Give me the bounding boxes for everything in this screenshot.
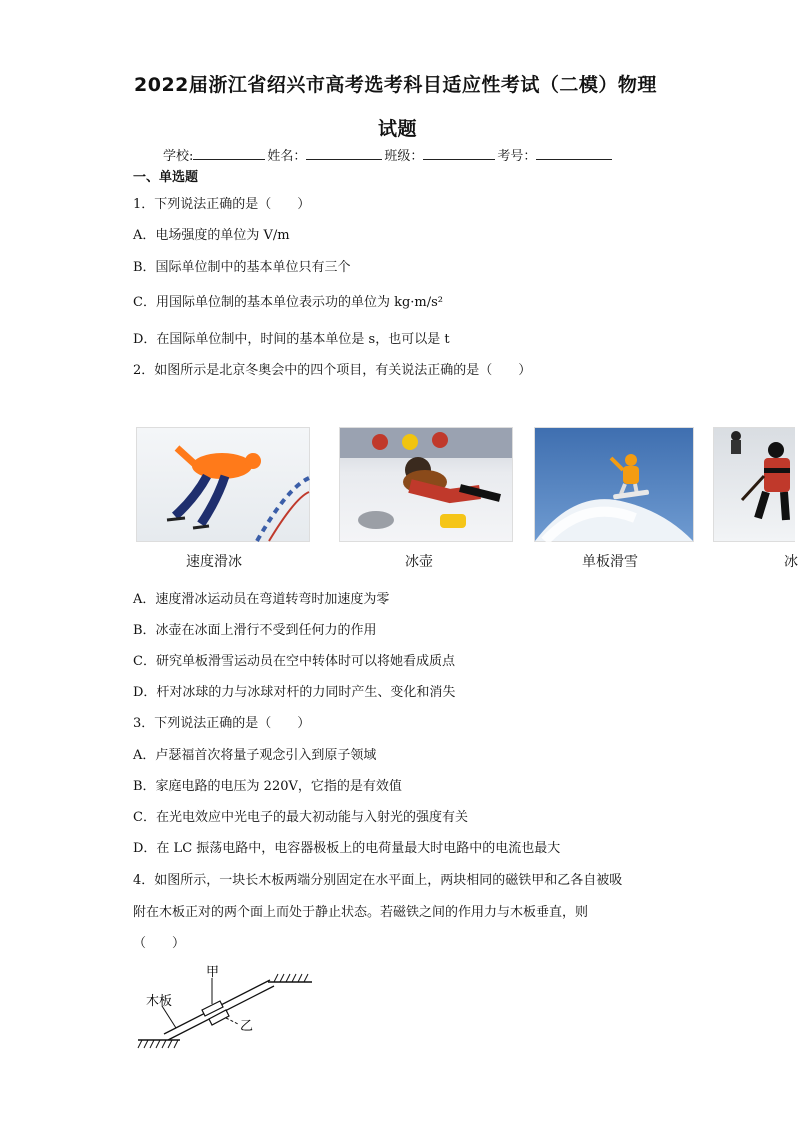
- name-label: 姓名：: [267, 149, 307, 164]
- student-info-row: [163, 145, 614, 164]
- section-heading: 一、单选题: [133, 170, 199, 185]
- school-label: 学校:: [163, 149, 194, 164]
- magnet-board-diagram: [134, 962, 334, 1062]
- ground-right-hatching: [274, 974, 308, 982]
- caption-ice-hockey: 冰: [784, 554, 798, 570]
- q3-option-d: D．在 LC 振荡电路中，电容器极板上的电荷量最大时电路中的电流也最大: [133, 841, 561, 856]
- q1-option-a: A．电场强度的单位为 V/m: [133, 228, 290, 243]
- q4-stem-line-3: （ ）: [133, 936, 186, 951]
- caption-speed-skating: 速度滑冰: [186, 554, 242, 570]
- title-line-2: 试题: [378, 118, 418, 140]
- title-line-1: 2022届浙江省绍兴市高考选考科目适应性考试（二模）物理: [134, 74, 657, 96]
- caption-curling: 冰壶: [405, 554, 433, 570]
- ground-left-hatching: [138, 1040, 178, 1048]
- q4-stem-line-2: 附在木板正对的两个面上而处于静止状态。若磁铁之间的作用力与木板垂直，则: [133, 905, 589, 920]
- ice-hockey-photo: [713, 427, 795, 542]
- q2-option-b: B．冰壶在冰面上滑行不受到任何力的作用: [133, 623, 377, 638]
- board-pointer: [162, 1006, 176, 1028]
- q2-option-d: D．杆对冰球的力与冰球对杆的力同时产生、变化和消失: [133, 685, 456, 700]
- q2-option-c: C．研究单板滑雪运动员在空中转体时可以将她看成质点: [133, 654, 455, 669]
- curling-photo: [339, 427, 513, 542]
- q2-option-a: A．速度滑冰运动员在弯道转弯时加速度为零: [133, 592, 390, 607]
- q3-option-c: C．在光电效应中光电子的最大初动能与入射光的强度有关: [133, 810, 468, 825]
- q3-option-b: B．家庭电路的电压为 220V，它指的是有效值: [133, 779, 402, 794]
- q2-stem: 2．如图所示是北京冬奥会中的四个项目，有关说法正确的是（ ）: [133, 363, 532, 378]
- class-blank[interactable]: [423, 146, 495, 160]
- q1-option-d: D．在国际单位制中，时间的基本单位是 s，也可以是 t: [133, 332, 450, 347]
- q4-stem-line-1: 4．如图所示，一块长木板两端分别固定在水平面上，两块相同的磁铁甲和乙各自被吸: [133, 873, 623, 888]
- q1-stem: 1．下列说法正确的是（ ）: [133, 197, 311, 212]
- label-board: 木板: [146, 994, 173, 1009]
- number-label: 考号：: [497, 149, 537, 164]
- caption-snowboard: 单板滑雪: [582, 554, 638, 570]
- yi-pointer: [226, 1018, 238, 1024]
- q1-option-b: B．国际单位制中的基本单位只有三个: [133, 260, 351, 275]
- name-blank[interactable]: [306, 146, 382, 160]
- number-blank[interactable]: [536, 146, 612, 160]
- snowboard-photo: [534, 427, 694, 542]
- q3-option-a: A．卢瑟福首次将量子观念引入到原子领域: [133, 748, 377, 763]
- school-blank[interactable]: [193, 146, 265, 160]
- q1-option-c: C．用国际单位制的基本单位表示功的单位为 kg·m/s²: [133, 295, 444, 310]
- class-label: 班级：: [384, 149, 424, 164]
- speed-skating-photo: [136, 427, 310, 542]
- label-yi: 乙: [240, 1019, 254, 1034]
- q3-stem: 3．下列说法正确的是（ ）: [133, 716, 311, 731]
- label-jia: 甲: [206, 965, 220, 980]
